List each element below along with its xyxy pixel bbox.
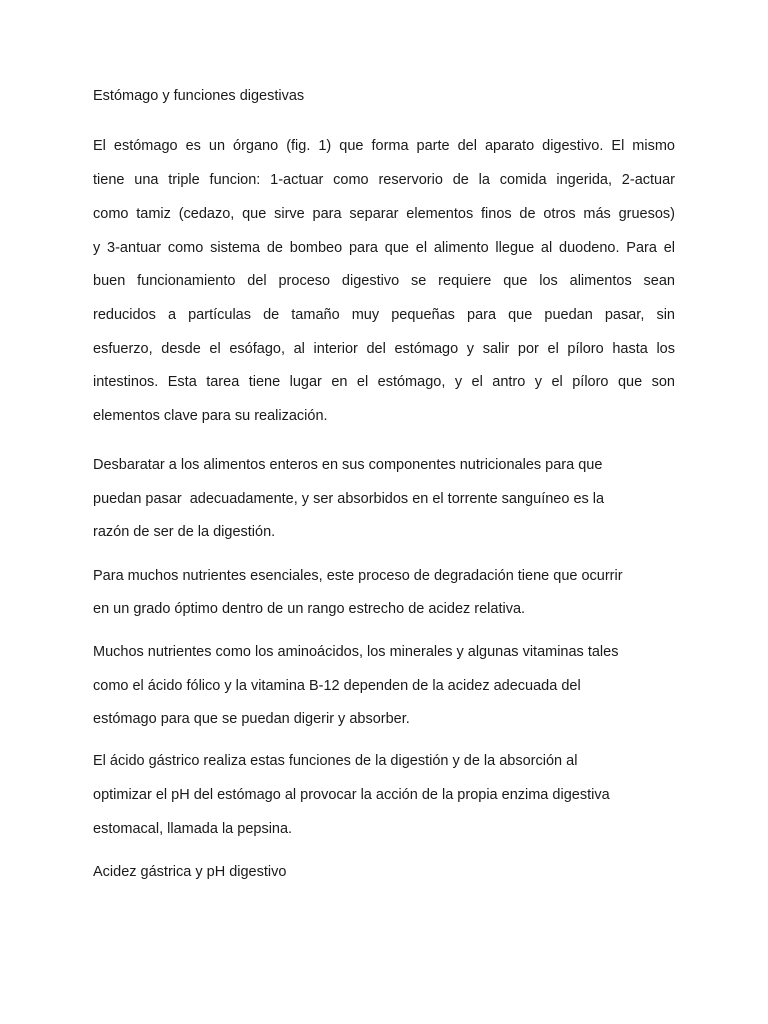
- paragraph-line: como tamiz (cedazo, que sirve para separar elementos finos de otros más gruesos): [93, 206, 675, 222]
- paragraph-line: en un grado óptimo dentro de un rango estrecho de acidez relativa.: [93, 601, 526, 617]
- paragraph-line: buen funcionamiento del proceso digestivo se requiere que los alimentos sean: [93, 273, 675, 289]
- paragraph-line: optimizar el pH del estómago al provocar la acción de la propia enzima digestiva: [93, 787, 610, 803]
- paragraph-line: puedan pasar adecuadamente, y ser absorbidos en el torrente sanguíneo es la: [93, 491, 605, 507]
- document-title: Estómago y funciones digestivas: [93, 88, 305, 104]
- paragraph-line: El ácido gástrico realiza estas funciones de la digestión y de la absorción al: [93, 753, 578, 769]
- paragraph-line: razón de ser de la digestión.: [93, 524, 276, 540]
- section-subheading: Acidez gástrica y pH digestivo: [93, 864, 287, 880]
- paragraph-line: elementos clave para su realización.: [93, 408, 328, 424]
- paragraph-line: esfuerzo, desde el esófago, al interior del estómago y salir por el píloro hasta los: [93, 341, 675, 357]
- paragraph-line: El estómago es un órgano (fig. 1) que forma parte del aparato digestivo. El mismo: [93, 138, 675, 154]
- paragraph-line: tiene una triple funcion: 1-actuar como reservorio de la comida ingerida, 2-actuar: [93, 172, 675, 188]
- paragraph-line: y 3-antuar como sistema de bombeo para que el alimento llegue al duodeno. Para el: [93, 240, 675, 256]
- paragraph-line: como el ácido fólico y la vitamina B-12 dependen de la acidez adecuada del: [93, 678, 581, 694]
- paragraph-line: Para muchos nutrientes esenciales, este proceso de degradación tiene que ocurrir: [93, 568, 623, 584]
- paragraph-line: Desbaratar a los alimentos enteros en sus componentes nutricionales para que: [93, 457, 603, 473]
- paragraph-line: Muchos nutrientes como los aminoácidos, los minerales y algunas vitaminas tales: [93, 644, 619, 660]
- paragraph-line: intestinos. Esta tarea tiene lugar en el estómago, y el antro y el píloro que son: [93, 374, 675, 390]
- paragraph-line: reducidos a partículas de tamaño muy pequeñas para que puedan pasar, sin: [93, 307, 675, 323]
- paragraph-line: estómago para que se puedan digerir y absorber.: [93, 711, 410, 727]
- paragraph-line: estomacal, llamada la pepsina.: [93, 821, 293, 837]
